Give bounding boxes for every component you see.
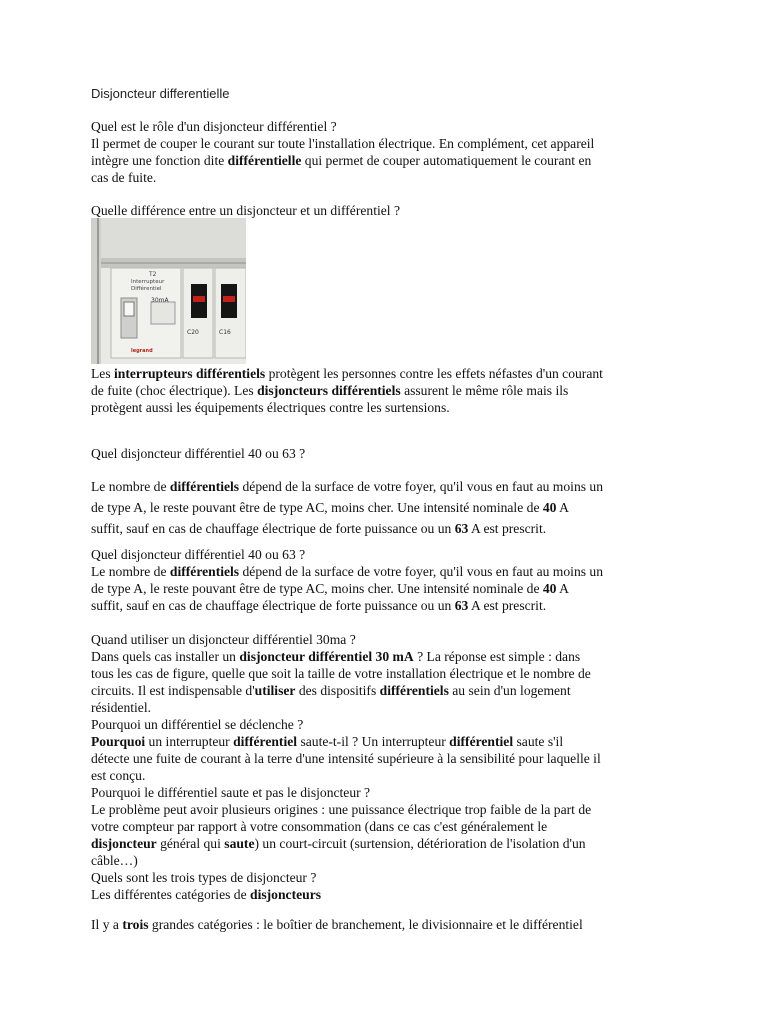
section-protection: Les interrupteurs différentiels protègent les personnes contre les effets néfastes d'un courant de fuite (choc électrique). Les disjoncteurs différentiels assurent le même rôle mais ils protègent aussi les équipements électriques contre les surtensions. (91, 366, 603, 415)
section-difference (91, 202, 691, 219)
breaker-panel-photo (91, 218, 246, 364)
question-difference: Quelle différence entre un disjoncteur et un différentiel ? (91, 203, 400, 218)
label-differentiel: Différentiel (131, 286, 162, 292)
document-title: Disjoncteur differentielle (91, 86, 230, 101)
section-30ma: Quand utiliser un disjoncteur différentiel 30ma ? Dans quels cas installer un disjoncteur différentiel 30 mA ? La réponse est simple : dans tous les cas de figure, quelle que soit la taille de votre installation électrique et le nombre de circuits. Il est indispensable d'utiliser des dispositifs différentiels au sein d'un logement résidentiel. Pourquoi un différentiel se déclenche ? Pourquoi un interrupteur différentiel saute-t-il ? Un interrupteur différentiel saute s'il détecte une fuite de courant à la terre d'une intensité supérieure à la sensibilité pour laquelle il est conçu. Pourquoi le différentiel saute et pas le disjoncteur ? Le problème peut avoir plusieurs origines : une puissance électrique trop faible de la part de votre compteur par rapport à votre consommation (dans ce cas c'est généralement le disjoncteur général qui saute) un court-circuit (surtension, détérioration de l'isolation d'un câble…) Quels sont les trois types de disjoncteur ? Les différentes catégories de disjoncteurs (91, 632, 601, 902)
section-role: Quel est le rôle d'un disjoncteur différentiel ? Il permet de couper le courant sur toute l'installation électrique. En complément, cet appareil intègre une fonction dite différentielle qui permet de couper automatiquement le courant en cas de fuite. (91, 118, 691, 186)
section-40-63-a: Le nombre de différentiels dépend de la surface de votre foyer, qu'il vous en faut au moins un de type A, le reste pouvant être de type AC, moins cher. Une intensité nominale de 40 A suffit, sauf en cas de chauffage électrique de forte puissance ou un 63 A est prescrit. (91, 479, 604, 536)
label-brand: legrand (131, 348, 153, 354)
section-40-63-b: Quel disjoncteur différentiel 40 ou 63 ? Le nombre de différentiels dépend de la surface de votre foyer, qu'il vous en faut au moins un de type A, le reste pouvant être de type AC, moins cher. Une intensité nominale de 40 A suffit, sauf en cas de chauffage électrique de forte puissance ou un 63 A est prescrit. (91, 547, 604, 613)
label-c16: C16 (219, 329, 231, 336)
question-role: Quel est le rôle d'un disjoncteur différentiel ? (91, 119, 337, 134)
question-40-63-heading: Quel disjoncteur différentiel 40 ou 63 ? (91, 446, 306, 461)
label-c20: C20 (187, 329, 199, 336)
label-30ma: 30mA (151, 297, 169, 304)
section-three-categories: Il y a trois grandes catégories : le boîtier de branchement, le divisionnaire et le différentiel (91, 917, 583, 932)
label-t2: T2 (149, 271, 157, 278)
label-interrupteur: Interrupteur (131, 279, 165, 285)
